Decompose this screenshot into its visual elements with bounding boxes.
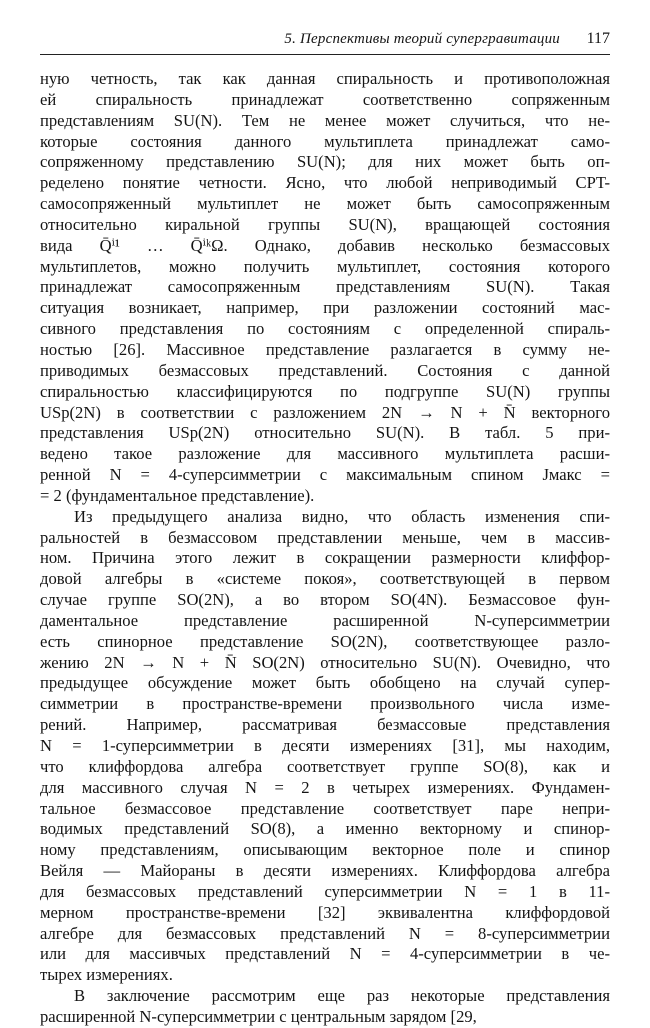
text-line: В заключение рассмотрим еще раз некоторые представления: [74, 986, 610, 1006]
text-line: которые состояния данного мультиплета принадлежат само-: [40, 131, 610, 151]
text-line: случае группе SO(2N), а во втором SO(4N). Безмассовое фун-: [40, 590, 610, 610]
text-line: мультиплетов, можно получить мультиплет, состояния которого: [40, 256, 610, 276]
header-title: 5. Перспективы теорий супергравитации: [284, 31, 560, 47]
text-line: водимых представлений SO(8), а именно векторному и спинор-: [40, 819, 610, 839]
paragraph: [40, 69, 610, 507]
text-line: алгебре для безмассовых представлений N = 8-суперсимметрии: [40, 923, 610, 943]
text-line: Из предыдущего анализа видно, что область изменения спи-: [74, 506, 610, 526]
page-number: 117: [586, 30, 610, 47]
text-line: расширенной N-суперсимметрии с центральным зарядом [29,: [40, 1006, 477, 1026]
text-line: сопряженному представлению SU(N); для них может быть оп-: [40, 152, 610, 172]
text-line: что клиффордова алгебра соответствует группе SO(8), как и: [40, 756, 610, 776]
text-line: жению 2N → N + N̄ SO(2N) относительно SU(N). Очевидно, что: [40, 652, 610, 672]
text-line: рений. Например, рассматривая безмассовые представления: [40, 715, 610, 735]
text-line: относительно киральной группы SU(N), вращающей состояния: [40, 214, 610, 234]
text-line: самосопряженный мультиплет не может быть самосопряженным: [40, 194, 610, 214]
text-line: ределено понятие четности. Ясно, что любой неприводимый CPT-: [40, 173, 610, 193]
text-line: Вейля — Майораны в десяти измерениях. Клиффордова алгебра: [40, 861, 610, 881]
text-line: или для массивчых представлений N = 4-суперсимметрии в че-: [40, 944, 610, 964]
text-line: для безмассовых представлений суперсимметрии N = 1 в 11-: [40, 881, 610, 901]
text-line: вида Q̄ⁱ¹ … Q̄ⁱᵏΩ. Однако, добавив несколько безмассовых: [40, 235, 610, 255]
text-line: приводимых безмассовых представлений. Состояния с данной: [40, 360, 610, 380]
text-line: ей спиральность принадлежат соответственно сопряженным: [40, 89, 610, 109]
text-line: представления USp(2N) относительно SU(N). В табл. 5 при-: [40, 423, 610, 443]
text-line: USp(2N) в соответствии с разложением 2N → N + N̄ векторного: [40, 402, 610, 422]
text-line: предыдущее обсуждение может быть обобщено на случай супер-: [40, 673, 610, 693]
text-line: = 2 (фундаментальное представление).: [40, 485, 315, 505]
text-line: ситуация возникает, например, при разложении состояний мас-: [40, 298, 610, 318]
text-line: ную четность, так как данная спиральность и противоположная: [40, 69, 610, 88]
text-line: довой алгебры в «системе покоя», соответствующей в первом: [40, 569, 610, 589]
text-line: даментальное представление расширенной N-суперсимметрии: [40, 610, 610, 630]
text-line: сивного представления по состояниям с определенной спираль-: [40, 319, 610, 339]
text-line: тырех измерениях.: [40, 965, 173, 985]
paragraph: [40, 986, 610, 1028]
text-line: ренной N = 4-суперсимметрии с максимальным спином Jмакс =: [40, 465, 610, 485]
text-line: для массивного случая N = 2 в четырех измерениях. Фундамен-: [40, 777, 610, 797]
text-line: ностью [26]. Массивное представление разлагается в сумму не-: [40, 339, 610, 359]
text-line: мерном пространстве-времени [32] эквивалентна клиффордовой: [40, 902, 610, 922]
text-line: ном. Причина этого лежит в сокращении размерности клиффор-: [40, 548, 610, 568]
text-line: есть спинорное представление SO(2N), соответствующее разло-: [40, 631, 610, 651]
text-line: ведено такое разложение для массивного мультиплета расши-: [40, 444, 610, 464]
paragraph: [40, 507, 610, 986]
text-line: ральностей в безмассовом представлении меньше, чем в массив-: [40, 527, 610, 547]
text-line: представлениям SU(N). Тем не менее может случиться, что не-: [40, 110, 610, 130]
text-line: тальное безмассовое представление соответствует паре непри-: [40, 798, 610, 818]
text-line: симметрии в пространстве-времени произвольного числа изме-: [40, 694, 610, 714]
text-line: ному представлениям, описывающим векторное поле и спинор: [40, 840, 610, 860]
text-line: принадлежат самосопряженным представлениям SU(N). Такая: [40, 277, 610, 297]
running-header: [40, 26, 610, 55]
text-line: спиральностью классифицируются по подгруппе SU(N) группы: [40, 381, 610, 401]
body-text: [40, 69, 610, 1028]
text-line: N = 1-суперсимметрии в десяти измерениях [31], мы находим,: [40, 736, 610, 755]
